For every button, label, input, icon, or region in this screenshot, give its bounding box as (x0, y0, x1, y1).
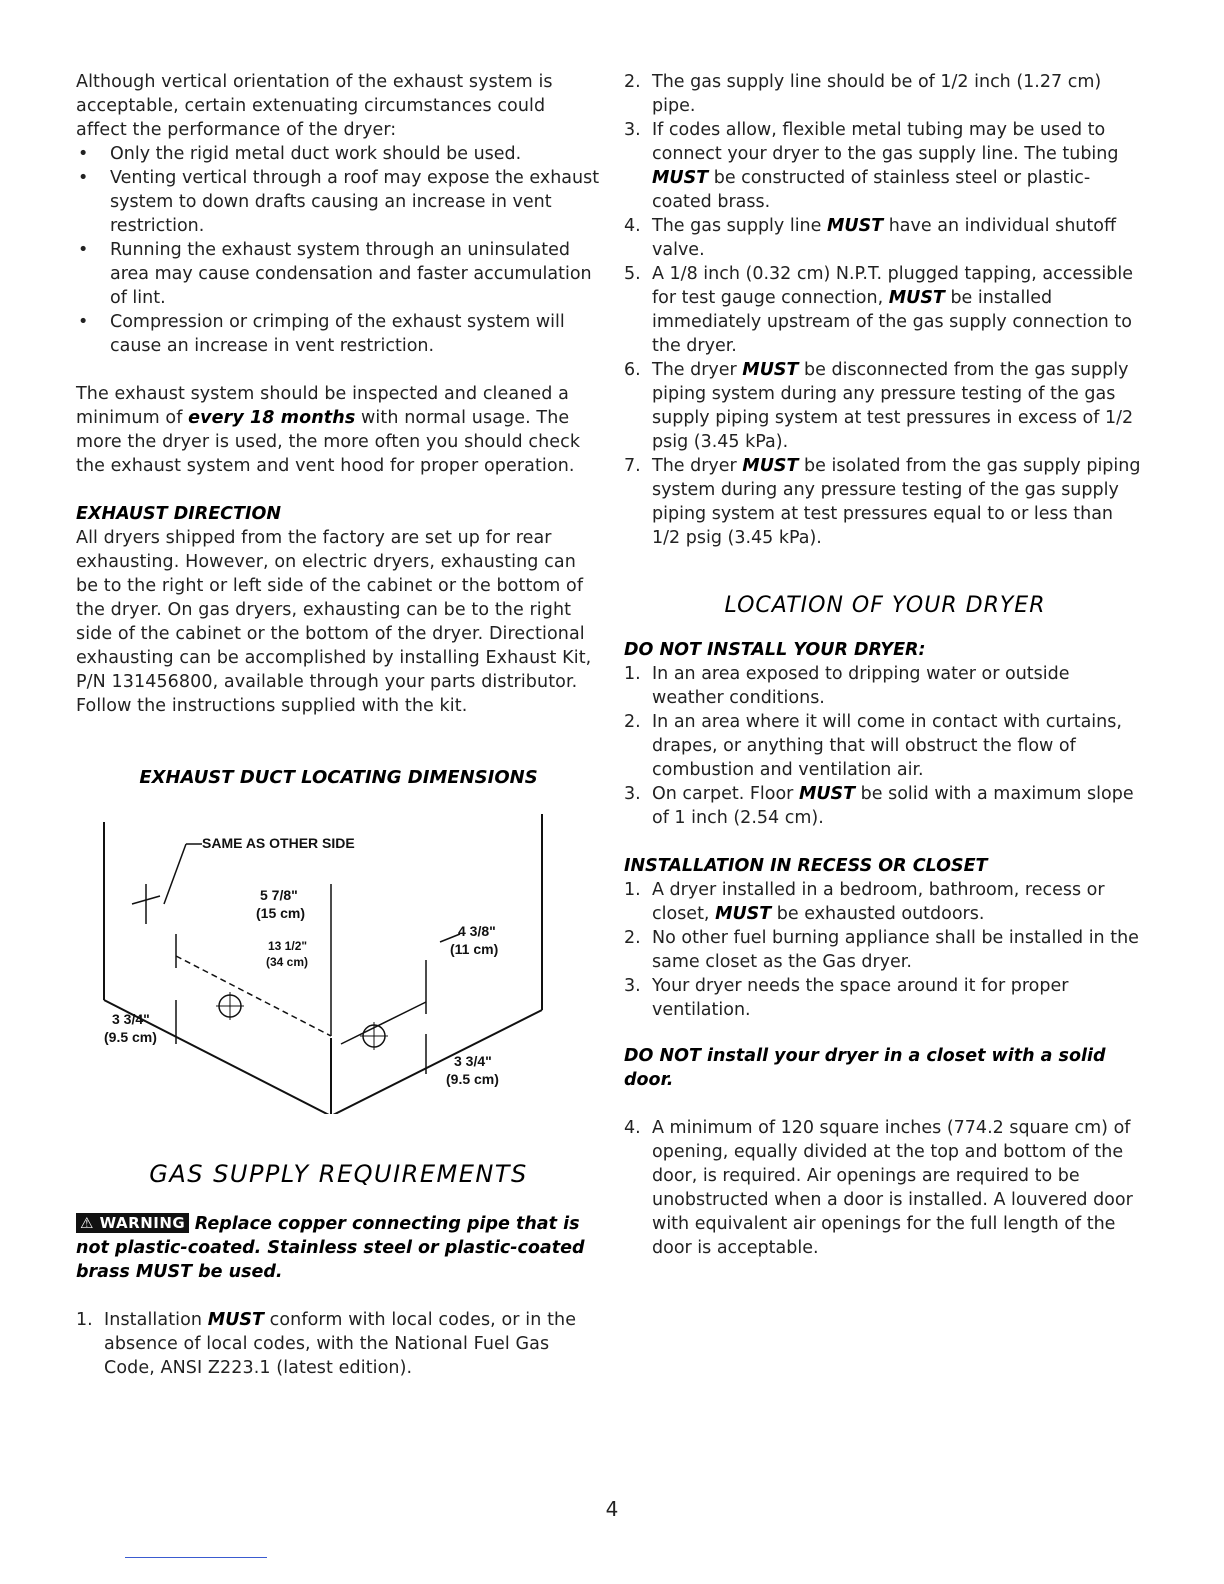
right-diag-line (341, 1002, 426, 1044)
list-item: • Only the rigid metal duct work should be used. (76, 142, 601, 166)
dim-label: 3 3/4" (454, 1053, 492, 1069)
list-item: 4. A minimum of 120 square inches (774.2 square cm) of opening, equally divided at the top and bottom of the door, is required. Air openings are required to be unobstructed when a door is installed. A louvered door with equivalent air openings for the full length of the door is acceptable. (624, 1118, 1133, 1258)
dim-label: (15 cm) (256, 905, 306, 921)
recess-list-continued (624, 1116, 1146, 1260)
warning-label: WARNING (99, 1214, 186, 1232)
exhaust-direction-paragraph: All dryers shipped from the factory are set up for rear exhausting. However, on electric dryers, exhausting can be to the right or left side of the cabinet or the bottom of the dryer. On gas dryers, exhausting can be to the right side of the cabinet or the bottom of the dryer. Directional exhausting can be accomplished by installing Exhaust Kit, P/N 131456800, available through your parts distributor. Follow the instructions supplied with the kit. (76, 528, 592, 716)
dim-label: (9.5 cm) (446, 1071, 499, 1087)
inspection-text: The exhaust system should be inspected and cleaned a minimum of (76, 384, 569, 428)
page-number: 4 (605, 1497, 619, 1521)
closet-warning: DO NOT install your dryer in a closet with a solid door. (624, 1046, 1106, 1090)
warning-badge: ⚠ WARNING (76, 1213, 189, 1233)
list-item: • Compression or crimping of the exhaust system will cause an increase in vent restriction. (76, 310, 601, 358)
left-column (76, 70, 601, 1380)
dim-label: 4 3/8" (458, 923, 496, 939)
exhaust-direction-heading: EXHAUST DIRECTION (76, 504, 281, 524)
vertical-orientation-list (76, 142, 601, 358)
list-item: 3. If codes allow, flexible metal tubing may be used to connect your dryer to the gas supply line. The tubing MUST be constructed of stainless steel or plastic-coated brass. (624, 120, 1119, 212)
list-item: 1. A dryer installed in a bedroom, bathroom, recess or closet, MUST be exhausted outdoors. (624, 880, 1105, 924)
same-side-label: SAME AS OTHER SIDE (202, 835, 355, 851)
list-item: 4. The gas supply line MUST have an individual shutoff valve. (624, 216, 1117, 260)
list-item: 2. In an area where it will come in contact with curtains, drapes, or anything that will obstruct the flow of combustion and ventilation air. (624, 712, 1122, 780)
right-column (624, 70, 1146, 1260)
intro-paragraph: Although vertical orientation of the exhaust system is acceptable, certain extenuating circumstances could affect the performance of the dryer: (76, 72, 553, 140)
gas-requirements-list (76, 1308, 601, 1380)
inspection-paragraph (76, 382, 601, 478)
list-item: 5. A 1/8 inch (0.32 cm) N.P.T. plugged tapping, accessible for test gauge connection, MUST be installed immediately upstream of the gas supply connection to the dryer. (624, 264, 1133, 356)
gas-supply-heading: GAS SUPPLY REQUIREMENTS (149, 1160, 528, 1188)
gas-warning (76, 1212, 601, 1284)
list-item: 1. Installation MUST conform with local codes, or in the absence of local codes, with the National Fuel Gas Code, ANSI Z223.1 (latest edition). (76, 1310, 577, 1378)
list-item: 3. Your dryer needs the space around it for proper ventilation. (624, 976, 1069, 1020)
inspection-interval: every 18 months (188, 408, 356, 428)
list-item: 2. The gas supply line should be of 1/2 inch (1.27 cm) pipe. (624, 72, 1102, 116)
dim-label: (34 cm) (266, 955, 309, 969)
footer-rule (125, 1557, 267, 1558)
dim-label: (9.5 cm) (104, 1029, 157, 1045)
list-item: 2. No other fuel burning appliance shall be installed in the same closet as the Gas dryer. (624, 928, 1139, 972)
list-item: 1. In an area exposed to dripping water or outside weather conditions. (624, 664, 1070, 708)
dim-label: 13 1/2" (268, 939, 308, 953)
cabinet-right-bottom (331, 1010, 542, 1114)
location-heading: LOCATION OF YOUR DRYER (724, 593, 1046, 618)
warning-text: Replace copper connecting pipe that is not plastic-coated. Stainless steel or plastic-coated brass MUST be used. (76, 1214, 585, 1282)
list-item: 3. On carpet. Floor MUST be solid with a maximum slope of 1 inch (2.54 cm). (624, 784, 1134, 828)
exhaust-duct-diagram (76, 804, 596, 1114)
list-item: • Running the exhaust system through an uninsulated area may cause condensation and faster accumulation of lint. (76, 238, 601, 310)
gas-requirements-list-continued (624, 70, 1146, 550)
recess-heading: INSTALLATION IN RECESS OR CLOSET (624, 856, 988, 876)
do-not-install-heading: DO NOT INSTALL YOUR DRYER: (624, 640, 926, 660)
do-not-install-list (624, 662, 1146, 830)
dim-label: 5 7/8" (260, 887, 298, 903)
leader-line (164, 844, 186, 904)
list-item: • Venting vertical through a roof may expose the exhaust system to down drafts causing an increase in vent restriction. (76, 166, 601, 238)
list-item: 6. The dryer MUST be disconnected from the gas supply piping system during any pressure testing of the gas supply piping system at test pressures in excess of 1/2 psig (3.45 kPa). (624, 360, 1134, 452)
list-item: 7. The dryer MUST be isolated from the gas supply piping system during any pressure testing of the gas supply piping system at test pressures equal to or less than 1/2 psig (3.45 kPa). (624, 456, 1141, 548)
inspection-text-end: with normal usage. The more the dryer is used, the more often you should check the exhaust system and vent hood for proper operation. (76, 408, 581, 476)
dim-label: (11 cm) (450, 941, 499, 957)
recess-list (624, 878, 1146, 1022)
dim-label: 3 3/4" (112, 1011, 150, 1027)
duct-dimensions-heading: EXHAUST DUCT LOCATING DIMENSIONS (139, 767, 538, 788)
